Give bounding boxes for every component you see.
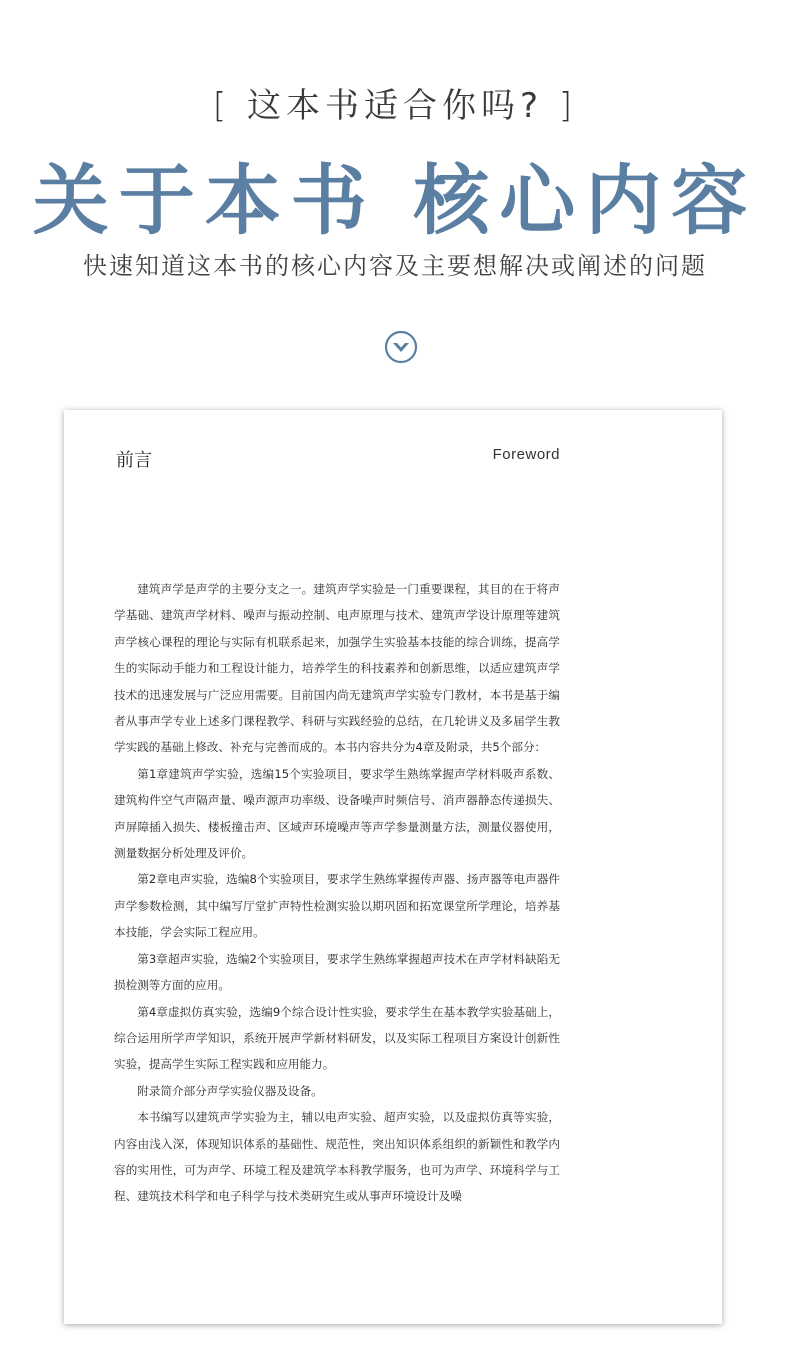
paragraph: 第3章超声实验，选编2个实验项目，要求学生熟练掌握超声技术在声学材料缺陷无损检测等方面的应用。 — [114, 951, 560, 993]
paragraph: 本书编写以建筑声学实验为主，辅以电声实验、超声实验，以及虚拟仿真等实验，内容由浅入深，体现知识体系的基础性、规范性，突出知识体系组织的新颖性和教学内容的实用性，可为声学、环境工程及建筑学本科教学服务，也可为声学、环境科学与工程、建筑技术科学和电子科学与技术类研究生或从事声环境设计及噪 — [114, 1110, 560, 1204]
foreword-body — [114, 576, 560, 1210]
paragraph: 附录简介部分声学实验仪器及设备。 — [137, 1083, 323, 1098]
bracket-right: ] — [558, 86, 578, 126]
paragraph: 第1章建筑声学实验，选编15个实验项目，要求学生熟练掌握声学材料吸声系数、建筑构件空气声隔声量、噪声源声功率级、设备噪声时频信号、消声器静态传递损失、声屏障插入损失、楼板撞击声、区域声环境噪声等声学参量测量方法，测量仪器使用，测量数据分析处理及评价。 — [114, 766, 560, 861]
paragraph: 第4章虚拟仿真实验，选编9个综合设计性实验，要求学生在基本教学实验基础上，综合运用所学声学知识，系统开展声学新材料研发，以及实际工程项目方案设计创新性实验，提高学生实际工程实践和应用能力。 — [114, 1004, 560, 1072]
question-heading — [0, 78, 790, 127]
description: 快速知道这本书的核心内容及主要想解决或阐述的问题 — [83, 252, 707, 280]
chevron-down-circle-icon[interactable] — [384, 330, 418, 364]
page-title-en: Foreword — [492, 446, 560, 463]
paragraph: 第2章电声实验，选编8个实验项目，要求学生熟练掌握传声器、扬声器等电声器件声学参数检测，其中编写厅堂扩声特性检测实验以期巩固和拓宽课堂所学理论，培养基本技能，学会实际工程应用。 — [114, 872, 560, 940]
question-text: 这本书适合你吗? — [246, 86, 544, 126]
bracket-left: [ — [212, 86, 232, 126]
paragraph: 建筑声学是声学的主要分支之一。建筑声学实验是一门重要课程，其目的在于将声学基础、建筑声学材料、噪声与振动控制、电声原理与技术、建筑声学设计原理等建筑声学核心课程的理论与实际有机联系起来，加强学生实验基本技能的综合训练，提高学生的实际动手能力和工程设计能力，培养学生的科技素养和创新思维，以适应建筑声学技术的迅速发展与广泛应用需要。目前国内尚无建筑声学实验专门教材，本书是基于编者从事声学专业上述多门课程教学、科研与实践经验的总结，在几轮讲义及多届学生教学实践的基础上修改、补充与完善而成的。本书内容共分为4章及附录，共5个部分： — [114, 582, 560, 755]
header — [0, 0, 790, 410]
page-title-cn: 前言 — [116, 450, 152, 471]
book-page — [64, 410, 722, 1324]
main-title: 关于本书 核心内容 — [32, 156, 758, 245]
